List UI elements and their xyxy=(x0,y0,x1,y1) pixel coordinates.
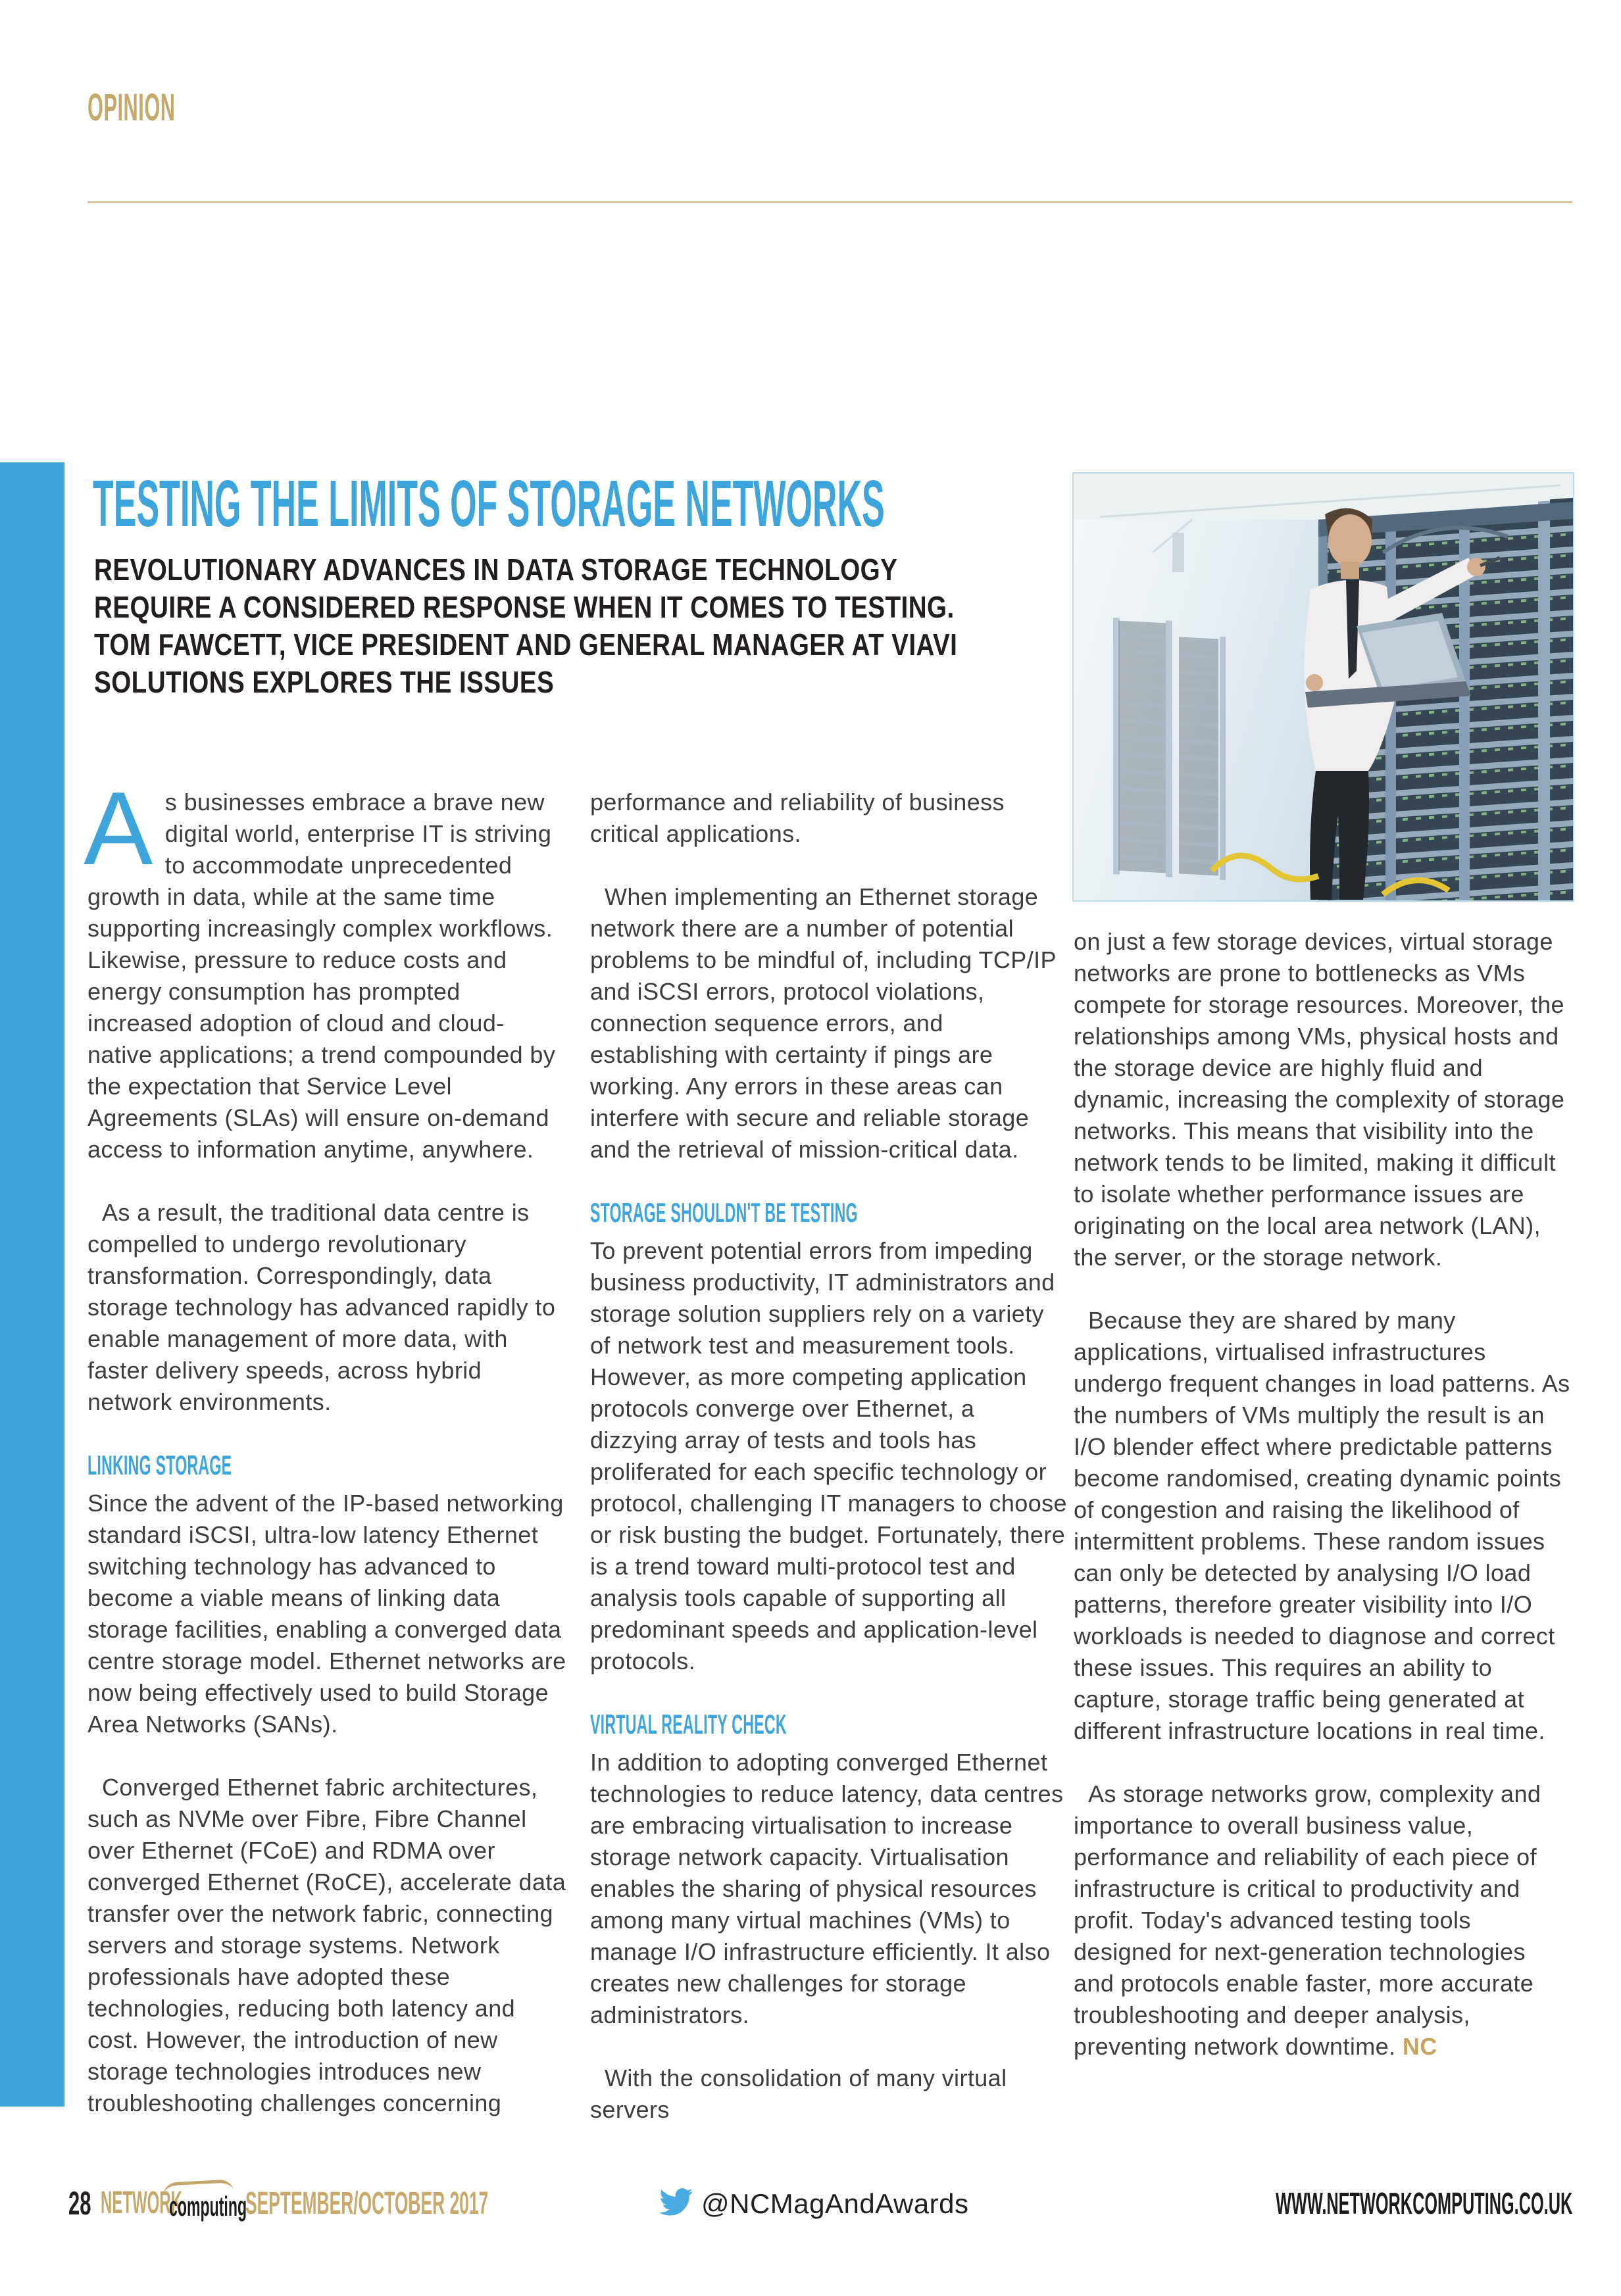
website-url: WWW.NETWORKCOMPUTING.CO.UK xyxy=(1275,2186,1572,2220)
twitter-handle: @NCMagAndAwards xyxy=(701,2188,969,2219)
issue-date: SEPTEMBER/OCTOBER 2017 xyxy=(245,2186,489,2221)
server-room-illustration xyxy=(1074,474,1573,900)
body-paragraph xyxy=(84,771,568,1165)
article-subtitle: REVOLUTIONARY ADVANCES IN DATA STORAGE TECHNOLOGY REQUIRE A CONSIDERED RESPONSE WHEN IT COMES TO TESTING. TOM FAWCETT, VICE PRESIDENT AND GENERAL MANAGER AT VIAVI SOLUTIONS EXPLORES THE ISSUES xyxy=(94,552,958,699)
section-heading-storage-testing: STORAGE SHOULDN'T BE TESTING xyxy=(590,1197,858,1228)
twitter-icon xyxy=(658,2187,693,2218)
body-paragraph: Since the advent of the IP-based networking standard iSCSI, ultra-low latency Ethernet switching technology has advanced to become a viable means of linking data storage facilities, enabling a converged data centre storage model. Ethernet networks are now being effectively used to build Storage Area Networks (SANs). xyxy=(87,1490,566,1738)
left-accent-bar xyxy=(0,462,64,2107)
paragraph-text: s businesses embrace a brave new digital world, enterprise IT is striving to accommodate unprecedented growth in data, while at the same time supporting increasingly complex workflows. Likewise, pressure to reduce costs and energy consumption has prompted increased adoption of cloud and cloud-native applications; a trend compounded by the expectation that Service Level Agreements (SLAs) will ensure on-demand access to information anytime, anywhere. xyxy=(87,789,556,1163)
article-photo xyxy=(1072,472,1574,902)
body-paragraph: When implementing an Ethernet storage network there are a number of potential problems to be mindful of, including TCP/IP and iSCSI errors, protocol violations, connection sequence errors, and establishing with certainty if pings are working. Any errors in these areas can interfere with secure and reliable storage and the retrieval of mission-critical data. xyxy=(590,883,1057,1163)
logo-computing-text: computing xyxy=(169,2191,247,2222)
header-divider xyxy=(87,201,1572,203)
body-paragraph: Because they are shared by many applications, virtualised infrastructures undergo frequent changes in load patterns. As the numbers of VMs multiply the result is an I/O blender effect where predictable patterns become randomised, creating dynamic points of congestion and raising the likelihood of intermittent problems. These random issues can only be detected by analysing I/O load patterns, therefore greater visibility into I/O workloads is needed to diagnose and correct these issues. This requires an ability to capture, storage traffic being generated at different infrastructure locations in real time. xyxy=(1074,1307,1570,1744)
logo-arc xyxy=(163,2179,234,2205)
body-paragraph: performance and reliability of business critical applications. xyxy=(590,789,1005,847)
article-end-tag: NC xyxy=(1402,2033,1437,2060)
body-paragraph: In addition to adopting converged Ethernet technologies to reduce latency, data centres are embracing virtualisation to increase storage network capacity. Virtualisation enables the sharing of physical resources among many virtual machines (VMs) to manage I/O infrastructure efficiently. It also creates new challenges for storage administrators. xyxy=(590,1749,1064,2028)
body-paragraph: Converged Ethernet fabric architectures, such as NVMe over Fibre, Fibre Channel over Ethernet (FCoE) and RDMA over converged Ethernet (RoCE), accelerate data transfer over the network fabric, connecting servers and storage systems. Network professionals have adopted these technologies, reducing both latency and cost. However, the introduction of new storage technologies introduces new troubleshooting challenges concerning xyxy=(87,1774,566,2116)
body-paragraph: As a result, the traditional data centre is compelled to undergo revolutionary transformation. Correspondingly, data storage technology has advanced rapidly to enable management of more data, with faster delivery speeds, across hybrid network environments. xyxy=(87,1199,556,1415)
body-paragraph: With the consolidation of many virtual servers xyxy=(590,2064,1007,2123)
logo-network-text: NETWORK xyxy=(101,2186,182,2220)
article-column-1 xyxy=(84,771,568,2119)
page-number: 28 xyxy=(68,2185,91,2222)
section-heading-virtual-reality-check: VIRTUAL REALITY CHECK xyxy=(590,1709,787,1740)
body-paragraph: To prevent potential errors from impeding business productivity, IT administrators and storage solution suppliers rely on a variety of network test and measurement tools. However, as more competing application protocols converge over Ethernet, a dizzying array of tests and tools has proliferated for each specific technology or protocol, challenging IT managers to choose or risk busting the budget. Fortunately, there is a trend toward multi-protocol test and analysis tools capable of supporting all predominant speeds and application-level protocols. xyxy=(590,1237,1067,1674)
article-title: TESTING THE LIMITS OF STORAGE NETWORKS xyxy=(93,467,885,541)
article-column-2 xyxy=(590,787,1068,2126)
page-footer xyxy=(0,2185,1621,2231)
section-kicker: OPINION xyxy=(87,86,176,129)
paragraph-text: As storage networks grow, complexity and importance to overall business value, performance and reliability of each piece of infrastructure is critical to productivity and profit. Today's advanced testing tools designed for next-generation technologies and protocols enable faster, more accurate troubleshooting and deeper analysis, preventing network downtime. xyxy=(1074,1780,1541,2060)
drop-cap: A xyxy=(84,771,153,887)
photo-tint-overlay xyxy=(1074,474,1573,900)
body-paragraph xyxy=(1074,1778,1571,2063)
article-column-3 xyxy=(1074,926,1571,2063)
body-paragraph: on just a few storage devices, virtual storage networks are prone to bottlenecks as VMs compete for storage resources. Moreover, the relationships among VMs, physical hosts and the storage device are highly fluid and dynamic, increasing the complexity of storage networks. This means that visibility into the network tends to be limited, making it difficult to isolate whether performance issues are originating on the local area network (LAN), the server, or the storage network. xyxy=(1074,928,1565,1271)
section-heading-linking-storage: LINKING STORAGE xyxy=(87,1450,232,1480)
